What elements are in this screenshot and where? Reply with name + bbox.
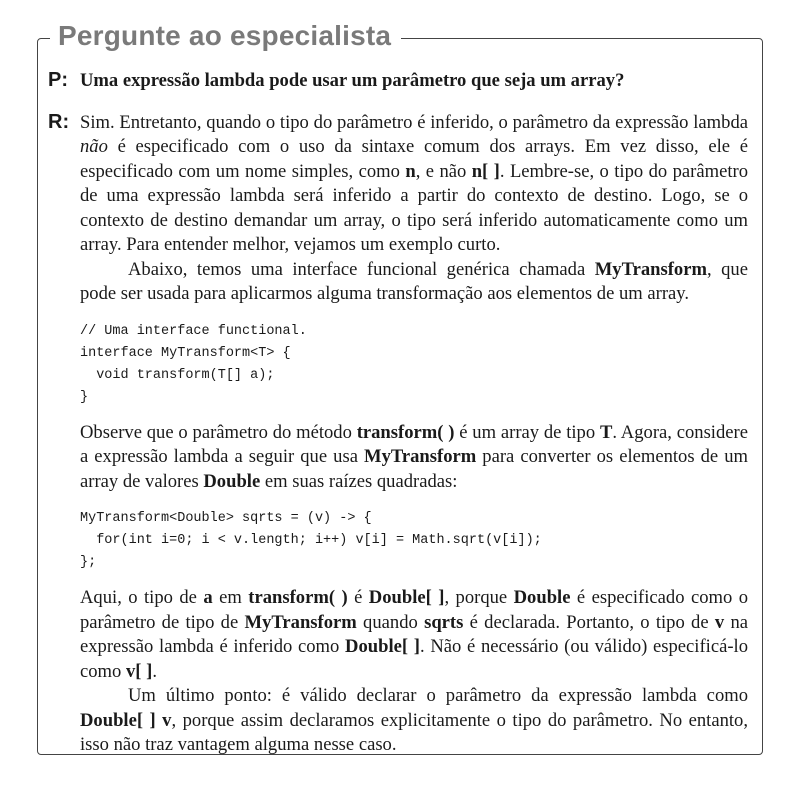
- answer-label: R:: [48, 110, 70, 133]
- box-title: Pergunte ao especialista: [50, 18, 401, 54]
- qa-content: [48, 68, 748, 758]
- question-label: P:: [48, 69, 68, 91]
- code-block-interface: // Uma interface functional. interface MyTransform<T> { void transform(T[] a); }: [80, 323, 307, 405]
- code-block-lambda: MyTransform<Double> sqrts = (v) -> { for(int i=0; i < v.length; i++) v[i] = Math.sqrt(v[i]); };: [80, 511, 542, 570]
- answer-row: [48, 110, 748, 258]
- answer-body-3: [80, 586, 748, 758]
- answer-paragraph-2: Abaixo, temos uma interface funcional genérica chamada MyTransform, que pode ser usada para aplicarmos alguma transformação aos elementos de um array.: [80, 258, 748, 304]
- question-row: [48, 68, 748, 94]
- question-text: Uma expressão lambda pode usar um parâmetro que seja um array?: [80, 70, 625, 91]
- answer-paragraph-4: Aqui, o tipo de a em transform( ) é Double[ ], porque Double é especificado como o parâmetro de tipo de MyTransform quando sqrts é declarada. Portanto, o tipo de v na expressão lambda é inferido como Double[ ]. Não é necessário (ou válido) especificá-lo como v[ ].: [80, 587, 749, 682]
- answer-paragraph-5: Um último ponto: é válido declarar o parâmetro da expressão lambda como Double[ ] v, porque assim declaramos explicitamente o tipo do parâmetro. No entanto, isso não traz vantagem alguma nesse caso.: [80, 685, 748, 755]
- answer-paragraph-3: Observe que o parâmetro do método transform( ) é um array de tipo T. Agora, considere a expressão lambda a seguir que usa MyTransform para converter os elementos de um array de valores Double em suas raízes quadradas:: [80, 421, 748, 492]
- answer-body-2: [80, 421, 748, 495]
- answer-body: [80, 258, 748, 307]
- answer-paragraph-1: Sim. Entretanto, quando o tipo do parâmetro é inferido, o parâmetro da expressão lambda não é especificado com o uso da sintaxe comum dos arrays. Em vez disso, ele é especificado com um nome simples, como n, e não n[ ]. Lembre-se, o tipo do parâmetro de uma expressão lambda será inferido a partir do contexto de destino. Logo, se o contexto de destino demandar um array, o tipo será inferido automaticamente como um array. Para entender melhor, vejamos um exemplo curto.: [80, 111, 748, 255]
